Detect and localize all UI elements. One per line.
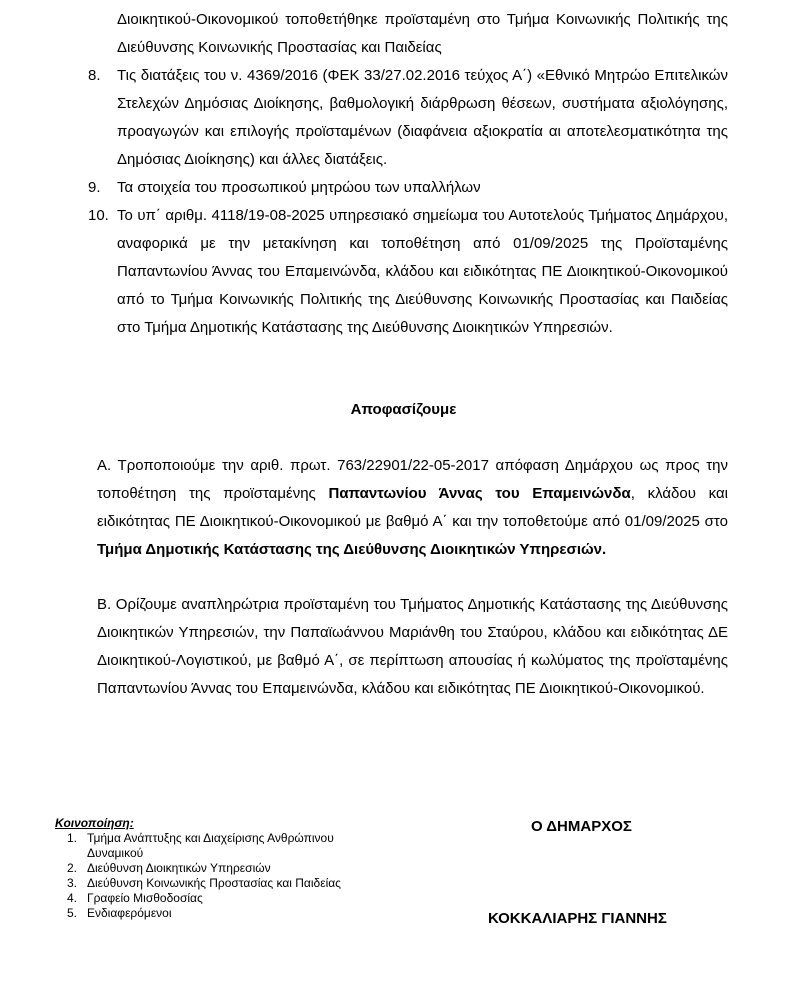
decision-heading: Αποφασίζουμε — [350, 401, 457, 418]
decision-a-person-name: Παπαντωνίου Άννας του Επαμεινώνδα — [328, 485, 631, 502]
koinopoiisi-item-text: Διεύθυνση Διοικητικών Υπηρεσιών — [87, 861, 271, 875]
koinopoiisi-item-text: Ενδιαφερόμενοι — [87, 906, 172, 920]
list-item-text: Τα στοιχεία του προσωπικού μητρώου των υπαλλήλων — [117, 179, 481, 196]
koinopoiisi-item — [55, 906, 385, 921]
list-item-text: Τις διατάξεις του ν. 4369/2016 (ΦΕΚ 33/27.02.2016 τεύχος Α΄) «Εθνικό Μητρώο Επιτελικών Στελεχών Δημόσιας Διοίκησης, βαθμολογική διάρθρωση θέσεων, συστήματα αξιολόγησης, προαγωγών και επιλογής προϊσταμένων (διαφάνεια αξιοκρατία αι αποτελεσματικότητα της Δημόσιας Διοίκησης) και άλλες διατάξεις. — [117, 67, 728, 168]
list-item-number: 9. — [88, 179, 101, 196]
koinopoiisi-title: Κοινοποίηση: — [55, 816, 134, 830]
koinopoiisi-item-text: Διεύθυνση Κοινωνικής Προστασίας και Παιδείας — [87, 876, 341, 890]
koinopoiisi-item — [55, 891, 385, 906]
koinopoiisi-section — [55, 816, 385, 921]
koinopoiisi-item — [55, 831, 385, 861]
list-item-8 — [88, 62, 728, 174]
decision-a-text-2: , κλάδου και ειδικότητας ΠΕ Διοικητικού-Οικονομικού με βαθμό Α΄ και την τοποθετούμε από 01/09/2025 στο — [97, 485, 728, 530]
koinopoiisi-item — [55, 876, 385, 891]
decision-a-department: Τμήμα Δημοτικής Κατάστασης της Διεύθυνσης Διοικητικών Υπηρεσιών. — [97, 541, 607, 558]
koinopoiisi-item-number: 5. — [67, 906, 78, 920]
koinopoiisi-item-text: Γραφείο Μισθοδοσίας — [87, 891, 203, 905]
list-item-9 — [88, 174, 728, 202]
decision-paragraph-b: Β. Ορίζουμε αναπληρώτρια προϊσταμένη του Τμήματος Δημοτικής Κατάστασης της Διεύθυνσης Διοικητικών Υπηρεσιών, την Παπαϊωάννου Μαριάνθη του Σταύρου, κλάδου και ειδικότητας ΔΕ Διοικητικού-Λογιστικού, με βαθμό Α΄, σε περίπτωση απουσίας ή κωλύματος της προϊσταμένης Παπαντωνίου Άννας του Επαμεινώνδα, κλάδου και ειδικότητας ΠΕ Διοικητικού-Οικονομικού. — [97, 596, 728, 697]
koinopoiisi-item-number: 4. — [67, 891, 78, 905]
list-item-10 — [88, 202, 728, 342]
koinopoiisi-item-text: Τμήμα Ανάπτυξης και Διαχείρισης Ανθρώπινου Δυναμικού — [87, 831, 334, 860]
continued-paragraph: Διοικητικού-Οικονομικού τοποθετήθηκε προϊσταμένη στο Τμήμα Κοινωνικής Πολιτικής της Διεύθυνσης Κοινωνικής Προστασίας και Παιδείας — [117, 11, 728, 56]
koinopoiisi-list — [55, 831, 385, 921]
koinopoiisi-item-number: 1. — [67, 831, 78, 845]
list-item-number: 8. — [88, 67, 101, 84]
signature-title: Ο ΔΗΜΑΡΧΟΣ — [531, 818, 632, 835]
signature-name: ΚΟΚΚΑΛΙΑΡΗΣ ΓΙΑΝΝΗΣ — [488, 910, 667, 927]
list-item-text: Το υπ΄ αριθμ. 4118/19-08-2025 υπηρεσιακό σημείωμα του Αυτοτελούς Τμήματος Δημάρχου, αναφορικά με την μετακίνηση και τοποθέτηση από 01/09/2025 της Προϊσταμένης Παπαντωνίου Άννας του Επαμεινώνδα, κλάδου και ειδικότητας ΠΕ Διοικητικού-Οικονομικού από το Τμήμα Κοινωνικής Πολιτικής της Διεύθυνσης Κοινωνικής Προστασίας και Παιδείας στο Τμήμα Δημοτικής Κατάστασης της Διεύθυνσης Διοικητικών Υπηρεσιών. — [117, 207, 728, 336]
decision-a-text-1: Α. Τροποποιούμε την αριθ. πρωτ. 763/22901/22-05-2017 απόφαση Δημάρχου ως προς την τοποθέτηση της προϊσταμένης — [97, 457, 728, 502]
list-item-number: 10. — [88, 207, 109, 224]
koinopoiisi-item-number: 3. — [67, 876, 78, 890]
koinopoiisi-item — [55, 861, 385, 876]
decision-paragraph-a — [97, 452, 728, 564]
koinopoiisi-item-number: 2. — [67, 861, 78, 875]
